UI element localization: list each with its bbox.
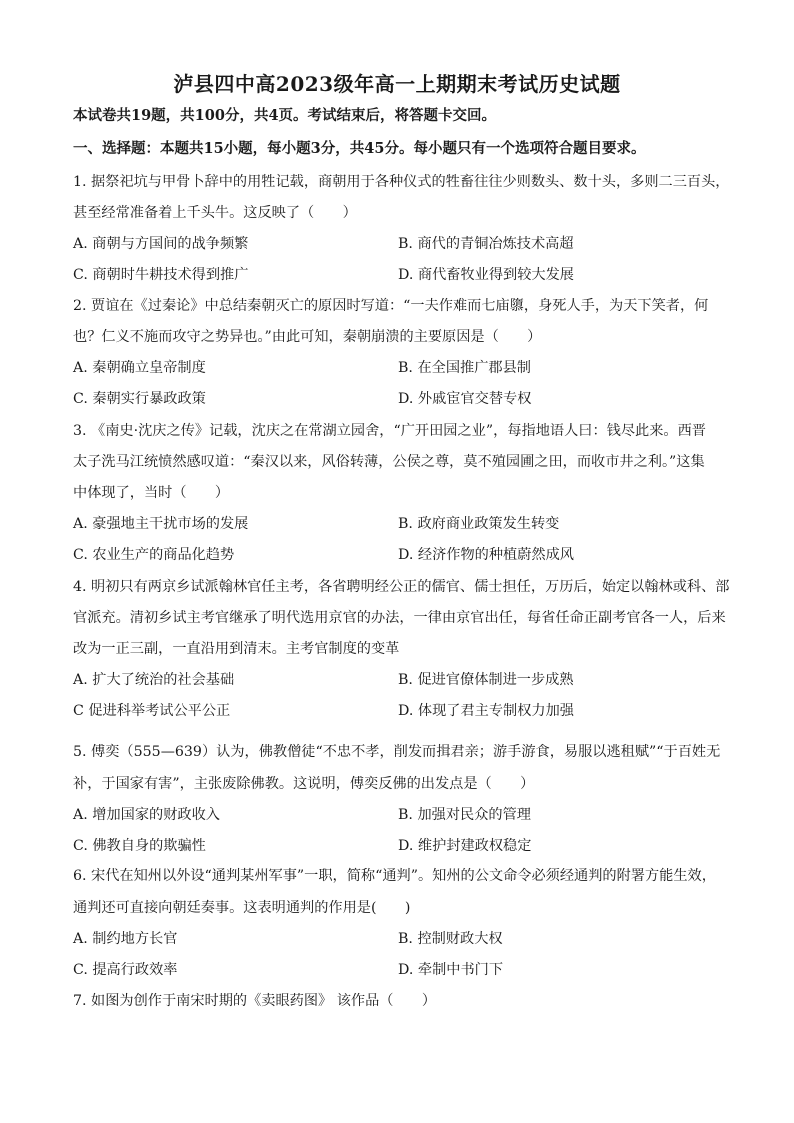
page-title: 泸县四中高2023级年高一上期期末考试历史试题 [173, 72, 621, 96]
question-1-option-d: D. 商代畜牧业得到较大发展 [398, 267, 574, 283]
question-1-line-2: 甚至经常准备着上千头牛。这反映了（ ） [73, 205, 357, 221]
question-5-line-1: 5. 傅奕（555—639）认为，佛教僧徒“不忠不孝，削发而揖君亲；游手游食，易服以逃租赋”“于百姓无 [73, 744, 721, 760]
question-6-line-1: 6. 宋代在知州以外设“通判某州军事”一职，简称“通判”。知州的公文命令必须经通判的附署方能生效， [73, 868, 716, 884]
question-2-option-d: D. 外戚宦官交替专权 [398, 391, 532, 407]
question-4-line-3: 改为一正三副，一直沿用到清末。主考官制度的变革 [73, 641, 400, 657]
question-6-option-d: D. 牵制中书门下 [398, 962, 504, 978]
question-3-option-b: B. 政府商业政策发生转变 [398, 516, 560, 532]
question-1-line-1: 1. 据祭祀坑与甲骨卜辞中的用牲记载，商朝用于各种仪式的牲畜往往少则数头、数十头，多则二三百头， [73, 174, 730, 190]
question-1-option-a: A. 商朝与方国间的战争频繁 [73, 236, 249, 252]
question-1-option-c: C. 商朝时牛耕技术得到推广 [73, 267, 249, 283]
question-1-option-b: B. 商代的青铜冶炼技术高超 [398, 236, 574, 252]
question-5-option-b: B. 加强对民众的管理 [398, 807, 531, 823]
question-5-option-d: D. 维护封建政权稳定 [398, 838, 532, 854]
question-4-option-a: A. 扩大了统治的社会基础 [73, 672, 235, 688]
question-2-option-c: C. 秦朝实行暴政政策 [73, 391, 206, 407]
section-heading: 一、选择题：本题共15小题，每小题3分，共45分。每小题只有一个选项符合题目要求。 [73, 140, 646, 157]
question-3-option-d: D. 经济作物的种植蔚然成风 [398, 547, 574, 563]
question-6-option-a: A. 制约地方长官 [73, 931, 178, 947]
question-4-option-d: D. 体现了君主专制权力加强 [398, 703, 574, 719]
question-2-option-a: A. 秦朝确立皇帝制度 [73, 360, 206, 376]
question-2-option-b: B. 在全国推广郡县制 [398, 360, 531, 376]
question-2-line-2: 也？仁义不施而攻守之势异也。”由此可知，秦朝崩溃的主要原因是（ ） [73, 329, 542, 345]
question-7-line-1: 7. 如图为创作于南宋时期的《卖眼药图》 该作品（ ） [73, 993, 437, 1009]
question-5-line-2: 补，于国家有害”，主张废除佛教。这说明，傅奕反佛的出发点是（ ） [73, 776, 535, 792]
question-3-option-a: A. 豪强地主干扰市场的发展 [73, 516, 249, 532]
question-3-line-1: 3. 《南史·沈庆之传》记载，沈庆之在常湖立园舍，“广开田园之业”，每指地语人曰：钱尽此来。西晋 [73, 423, 706, 439]
question-3-option-c: C. 农业生产的商品化趋势 [73, 547, 235, 563]
question-4-option-b: B. 促进官僚体制进一步成熟 [398, 672, 574, 688]
question-6-line-2: 通判还可直接向朝廷奏事。这表明通判的作用是( ) [73, 900, 411, 916]
question-3-line-3: 中体现了，当时（ ） [73, 485, 230, 501]
question-2-line-1: 2. 贾谊在《过秦论》中总结秦朝灭亡的原因时写道：“一夫作难而七庙隳，身死人手，为天下笑者，何 [73, 298, 709, 314]
question-5-option-c: C. 佛教自身的欺骗性 [73, 838, 206, 854]
question-4-line-2: 官派充。清初乡试主考官继承了明代选用京官的办法，一律由京官出任，每省任命正副考官各一人，后来 [73, 610, 726, 626]
question-6-option-b: B. 控制财政大权 [398, 931, 503, 947]
question-6-option-c: C. 提高行政效率 [73, 962, 178, 978]
exam-intro: 本试卷共19题，共100分，共4页。考试结束后，将答题卡交回。 [73, 107, 497, 124]
question-4-option-c: C 促进科举考试公平公正 [73, 703, 231, 719]
question-3-line-2: 太子洗马江统愤然感叹道：“秦汉以来，风俗转薄，公侯之尊，莫不殖园圃之田，而收市井之利。”这集 [73, 454, 705, 470]
question-4-line-1: 4. 明初只有两京乡试派翰林官任主考，各省聘明经公正的儒官、儒士担任，万历后，始定以翰林或科、部 [73, 579, 730, 595]
question-5-option-a: A. 增加国家的财政收入 [73, 807, 220, 823]
